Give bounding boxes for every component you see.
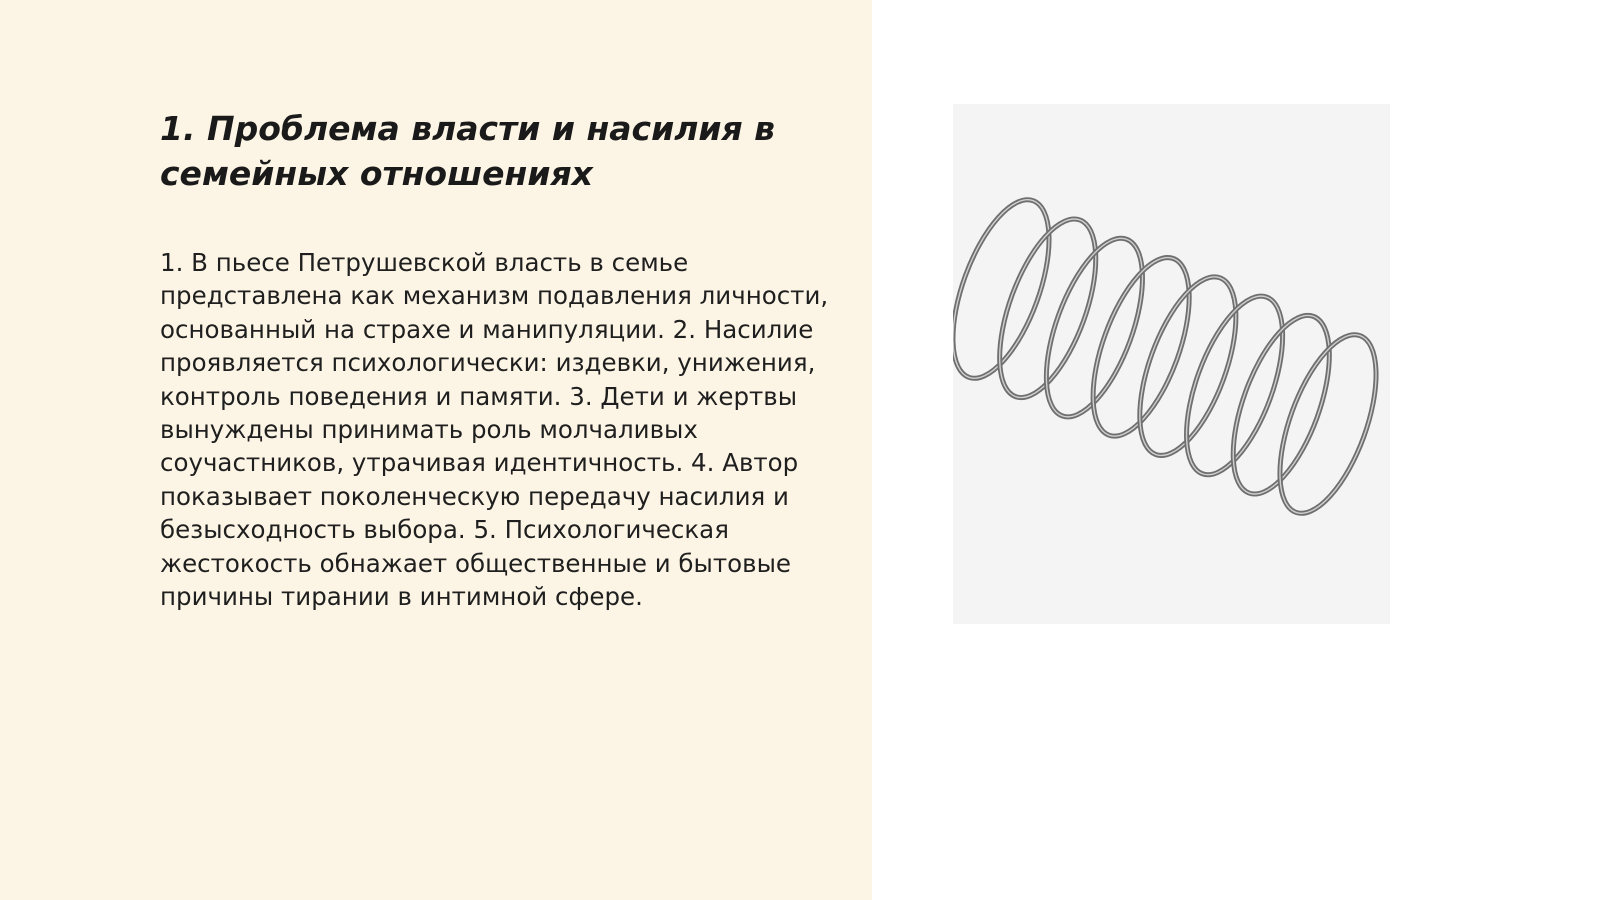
spring-image [953,104,1390,624]
coil-spring-icon [953,104,1390,624]
slide-body-text: 1. В пьесе Петрушевской власть в семье представлена как механизм подавления личности, основанный на страхе и манипуляции. 2. Насилие проявляется психологически: издевки, унижения, контроль поведения и памяти. 3. Дети и жертвы вынуждены принимать роль молчаливых соучастников, утрачивая идентичность. 4. Автор показывает поколенческую передачу насилия и безысходность выбора. 5. Психологическая жестокость обнажает общественные и бытовые причины тирании в интимной сфере. [160,248,829,612]
slide-title: 1. Проблема власти и насилия в семейных отношениях [160,109,776,193]
spring-coil [953,188,1069,391]
spring-coil-highlight [953,188,1069,391]
